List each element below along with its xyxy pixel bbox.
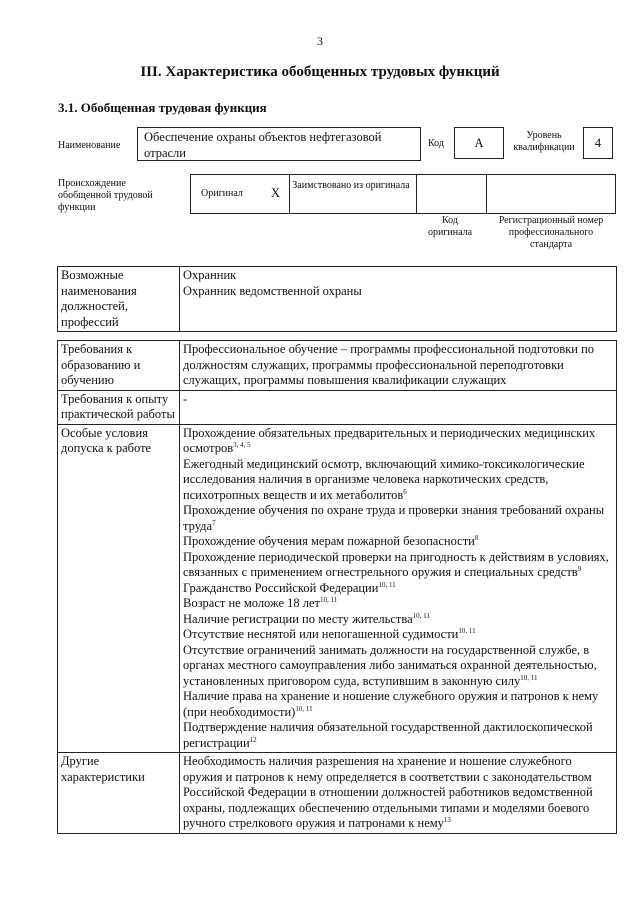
condition-item: Наличие регистрации по месту жительства$^{10, 11}$ xyxy=(183,611,430,626)
condition-item: Отсутствие ограничений занимать должности на государственной службе, в органах местного самоуправления либо заниматься охранной деятельностью, установленных приговором суда, вступившим в законную силу$^{10, 11}$ xyxy=(183,642,597,688)
condition-item: Прохождение обучения по охране труда и проверки знания требований охраны труда$^7$ xyxy=(183,503,605,533)
condition-item: Прохождение обязательных предварительных и периодических медицинских осмотров$^{3, 4, 5}$ xyxy=(183,425,596,455)
education-label: Требования к образованию и обучению xyxy=(58,341,180,391)
condition-item: Прохождение обучения мерам пожарной безопасности$^8$ xyxy=(183,533,479,548)
special-conditions-label: Особые условия допуска к работе xyxy=(58,424,180,753)
origin-box xyxy=(190,174,616,214)
original-mark: Х xyxy=(271,186,281,200)
education-value: Профессиональное обучение – программы профессиональной подготовки по должностям служащих, программы профессиональной переподготовки служащих, программы повышения квалификации служащих xyxy=(180,341,617,391)
qualification-level-label: Уровень квалификации xyxy=(513,130,575,153)
registration-number-caption: Регистрационный номер профессионального стандарта xyxy=(498,215,604,250)
positions-list xyxy=(180,267,617,332)
position-item: Охранник ведомственной охраны xyxy=(183,283,362,298)
code-field: А xyxy=(454,127,504,159)
other-characteristics-label: Другие характеристики xyxy=(58,753,180,834)
condition-item: Возраст не моложе 18 лет$^{10, 11}$ xyxy=(183,595,338,610)
condition-item: Гражданство Российской Федерации$^{10, 11}$ xyxy=(183,580,396,595)
origin-divider xyxy=(289,175,290,213)
positions-label: Возможные наименования должностей, профессий xyxy=(58,267,180,332)
origin-divider xyxy=(486,175,487,213)
positions-table xyxy=(57,266,617,332)
origin-divider xyxy=(416,175,417,213)
subsection-title: 3.1. Обобщенная трудовая функция xyxy=(58,100,267,115)
origin-label: Происхождение обобщенной трудовой функции xyxy=(58,178,153,213)
condition-item: Ежегодный медицинский осмотр, включающий химико-токсикологические исследования наличия в организме человека наркотических средств, психотропных веществ и их метаболитов$^6$ xyxy=(183,456,585,502)
original-label: Оригинал xyxy=(201,188,243,199)
experience-label: Требования к опыту практической работы xyxy=(58,390,180,424)
code-original-caption: Код оригинала xyxy=(427,215,473,238)
condition-item: Подтверждение наличия обязательной государственной дактилоскопической регистрации$^{12}$ xyxy=(183,720,593,750)
other-characteristics-value: Необходимость наличия разрешения на хранение и ношение служебного оружия и патронов к нему определяется в соответствии с законодательством Российской Федерации в отношении должностей работников ведомственной охраны, подлежащих обеспечению отдельными типами и моделями боевого ручного стрелкового оружия и патронами к нему$^{13}$ xyxy=(180,753,617,834)
position-item: Охранник xyxy=(183,268,237,282)
function-name-field: Обеспечение охраны объектов нефтегазовой отрасли xyxy=(137,127,421,161)
page-number: 3 xyxy=(317,34,323,48)
condition-item: Прохождение периодической проверки на пригодность к действиям в условиях, связанных с применением огнестрельного оружия и специальных средств$^9$ xyxy=(183,549,609,579)
condition-item: Наличие права на хранение и ношение служебного оружия и патронов к нему (при необходимости)$^{10, 11}$ xyxy=(183,689,599,719)
code-label: Код xyxy=(428,138,444,149)
qualification-level-field: 4 xyxy=(583,127,613,159)
requirements-table xyxy=(57,340,617,834)
name-label: Наименование xyxy=(58,140,121,151)
condition-item: Отсутствие неснятой или непогашенной судимости$^{10, 11}$ xyxy=(183,626,476,641)
experience-value: - xyxy=(180,390,617,424)
special-conditions-list xyxy=(180,424,617,753)
borrowed-label: Заимствовано из оригинала xyxy=(292,180,410,191)
section-title: III. Характеристика обобщенных трудовых функций xyxy=(140,64,500,80)
